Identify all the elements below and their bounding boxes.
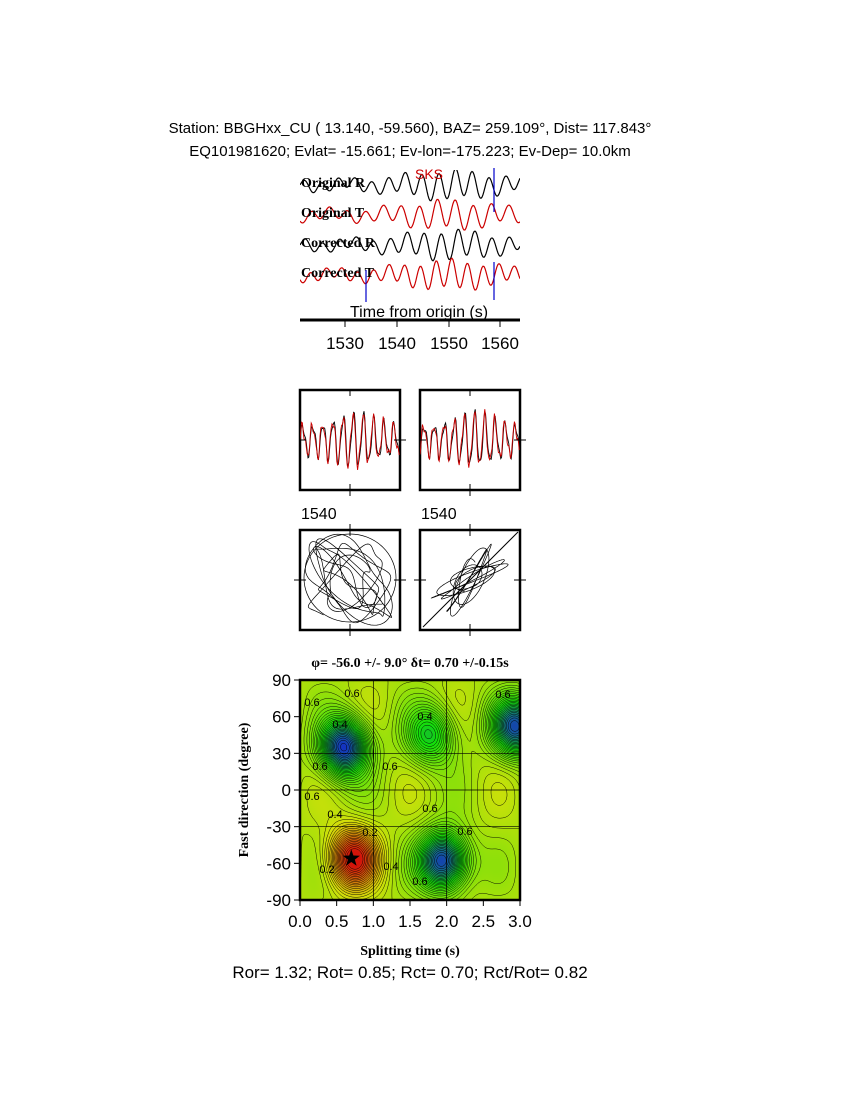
panel-waveform-right <box>420 390 520 490</box>
contour-value-label-3: 0.4 <box>332 719 348 731</box>
contour-value-label-12: 0.6 <box>422 803 438 815</box>
trace-tick-label-2: 1550 <box>430 334 468 353</box>
contour-ytick-label-2: 30 <box>272 744 291 764</box>
contour-value-label-7: 0.6 <box>304 791 320 803</box>
contour-title: φ= -56.0 +/- 9.0° δt= 0.70 +/-0.15s <box>311 656 509 671</box>
contour-ytick-label-1: 60 <box>272 707 291 727</box>
panel-tick-right: 1540 <box>421 506 457 523</box>
contour-ytick-label-6: -90 <box>266 891 291 910</box>
correlation-summary: Ror= 1.32; Rot= 0.85; Rct= 0.70; Rct/Rot= 0.82 <box>232 963 588 982</box>
contour-ylabel: Fast direction (degree) <box>237 722 252 858</box>
contour-value-label-10: 0.2 <box>319 864 335 876</box>
trace-xlabel: Time from origin (s) <box>350 304 489 321</box>
trace-label-1: Original T <box>301 206 365 221</box>
overlay-wave-0-1 <box>300 413 399 470</box>
contour-xtick-label-1: 0.5 <box>324 912 349 931</box>
overlay-wave-1-1 <box>420 409 519 468</box>
contour-value-label-4: 0.4 <box>417 711 433 723</box>
trace-label-2: Corrected R <box>301 236 375 251</box>
trace-label-3: Corrected T <box>301 266 374 281</box>
trace-tick-label-0: 1530 <box>326 334 364 353</box>
trace-ticks <box>326 320 519 353</box>
contour-xlabel: Splitting time (s) <box>360 944 460 959</box>
contour-value-label-6: 0.6 <box>382 761 398 773</box>
contour-xtick-label-2: 1.0 <box>361 912 386 931</box>
contour-xtick-label-5: 2.5 <box>471 912 496 931</box>
trace-panel <box>300 166 520 302</box>
contour-ytick-label-5: -60 <box>266 854 291 874</box>
contour-xtick-label-6: 3.0 <box>508 912 532 931</box>
contour-value-label-14: 0.6 <box>412 876 428 888</box>
trace-label-0: Original R <box>301 176 366 191</box>
overlay-wave-1-0 <box>420 409 519 462</box>
panel-particle-left <box>300 530 400 630</box>
contour-value-label-13: 0.6 <box>457 826 473 838</box>
contour-ytick-label-4: -30 <box>266 817 291 837</box>
event-header: EQ101981620; Evlat= -15.661; Ev-lon=-175.223; Ev-Dep= 10.0km <box>189 143 631 160</box>
phase-label: SKS <box>415 166 444 182</box>
waveform-overlays <box>300 390 526 496</box>
contour-value-label-0: 0.6 <box>344 688 360 700</box>
contour-value-label-9: 0.2 <box>362 827 378 839</box>
contour-value-label-5: 0.6 <box>312 761 328 773</box>
contour-xtick-label-0: 0.0 <box>288 912 312 931</box>
contour-ytick-label-3: 0 <box>281 781 291 800</box>
trace-tick-label-3: 1560 <box>481 334 519 353</box>
contour-value-label-2: 0.6 <box>495 689 511 701</box>
panel-tick-left: 1540 <box>301 506 337 523</box>
particle-motion-right-line <box>423 532 518 627</box>
contour-value-label-8: 0.4 <box>327 809 343 821</box>
contour-xtick-label-3: 1.5 <box>398 912 422 931</box>
station-header: Station: BBGHxx_CU ( 13.140, -59.560), BAZ= 259.109°, Dist= 117.843° <box>168 120 652 137</box>
contour-xtick-label-4: 2.0 <box>434 912 459 931</box>
contour-ytick-label-0: 90 <box>272 671 291 690</box>
trace-tick-label-1: 1540 <box>378 334 416 353</box>
contour-value-label-1: 0.6 <box>304 697 320 709</box>
particle-motion <box>294 524 526 636</box>
contour-value-label-11: 0.4 <box>383 861 399 873</box>
